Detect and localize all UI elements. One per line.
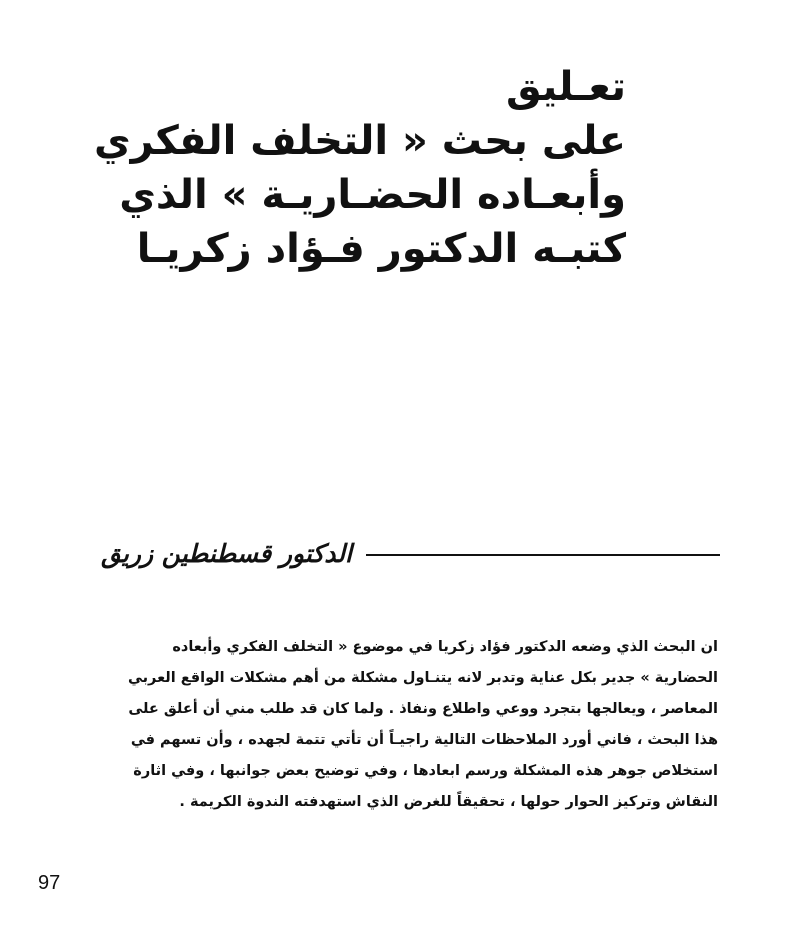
author-name: الدكتور قسطنطين زريق [101,539,352,568]
title-line: وأبعـاده الحضـاريـة » الذي [119,172,626,218]
body-line: النقاش وتركيز الحوار حولها ، تحقيقاً للغرض الذي استهدفته الندوة الكريمة . [179,794,718,810]
title-line: على بحث « التخلف الفكري [93,118,626,164]
body-line: ان البحث الذي وضعه الدكتور فؤاد زكريا في موضوع « التخلف الفكري وأبعاده [172,639,718,655]
title-line: تعـليق [506,64,626,110]
body-line: الحضارية » جدير بكل عناية وتدبر لانه يتنـاول مشكلة من أهم مشكلات الواقع العربي [127,670,718,686]
divider-rule [366,554,720,556]
page-number: 97 [38,872,61,894]
body-line: استخلاص جوهر هذه المشكلة ورسم ابعادها ، وفي توضيح بعض جوانبها ، وفي اثارة [133,763,718,779]
body-line: المعاصر ، ويعالجها بتجرد ووعي واطلاع ونفاذ . ولما كان قد طلب مني أن أعلق على [128,701,718,717]
title-line: كتبـه الدكتور فـؤاد زكريـا [136,226,626,272]
article-title [93,60,626,276]
author-row [80,536,720,576]
body-paragraph [78,632,718,818]
body-line: هذا البحث ، فاني أورد الملاحظات التالية راجيـاً أن تأتي تتمة لجهده ، وأن تسهم في [130,732,718,748]
